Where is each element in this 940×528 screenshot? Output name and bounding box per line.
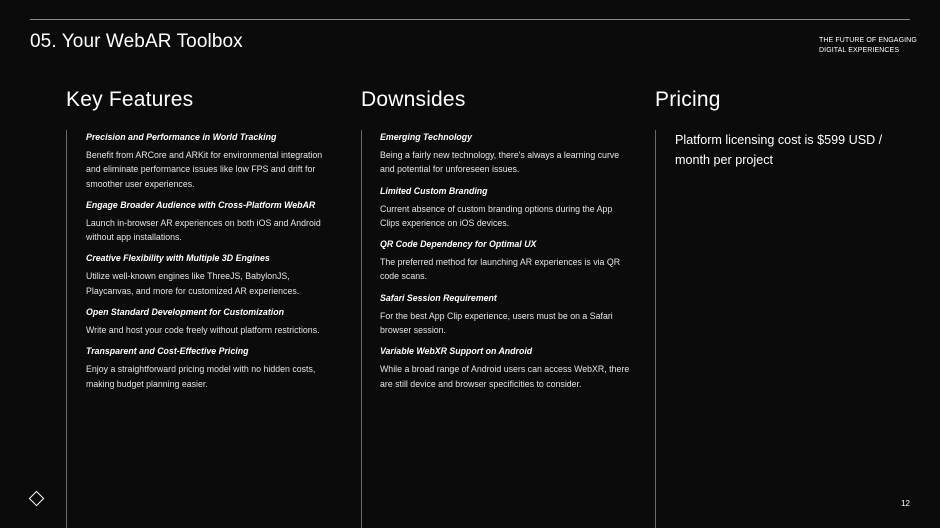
downside-title: Limited Custom Branding <box>380 185 488 196</box>
downside-text: Being a fairly new technology, there's always a learning curve and potential for unforeseen issues. <box>380 150 620 175</box>
feature-item <box>86 306 334 337</box>
downsides-heading: Downsides <box>361 88 466 111</box>
downside-item <box>380 238 630 284</box>
feature-item <box>86 131 334 191</box>
feature-title: Transparent and Cost-Effective Pricing <box>86 346 249 357</box>
feature-text: Benefit from ARCore and ARKit for environmental integration and eliminate performance issues like low FPS and drift for smoother user experiences. <box>86 150 323 189</box>
header-divider <box>30 19 910 20</box>
downside-text: For the best App Clip experience, users must be on a Safari browser session. <box>380 310 613 336</box>
downside-title: Variable WebXR Support on Android <box>380 346 533 357</box>
feature-item <box>86 252 334 298</box>
pricing-divider <box>655 130 656 528</box>
features-list <box>86 131 334 399</box>
slide-subtitle: THE FUTURE OF ENGAGING DIGITAL EXPERIENCES <box>819 37 917 54</box>
feature-text: Enjoy a straightforward pricing model with no hidden costs, making budget planning easier. <box>86 364 316 389</box>
downside-item <box>380 345 630 391</box>
feature-item <box>86 199 334 245</box>
downside-item <box>380 131 630 177</box>
page-number: 12 <box>901 499 910 508</box>
pricing-heading: Pricing <box>655 88 721 111</box>
feature-item <box>86 345 334 391</box>
downside-item <box>380 185 630 231</box>
feature-title: Engage Broader Audience with Cross-Platform WebAR <box>86 199 316 210</box>
feature-text: Launch in-browser AR experiences on both iOS and Android without app installations. <box>86 217 321 243</box>
features-divider <box>66 130 67 528</box>
feature-title: Precision and Performance in World Tracking <box>86 132 277 142</box>
slide-title: 05. Your WebAR Toolbox <box>30 31 243 52</box>
downsides-list <box>380 131 630 399</box>
pricing-text: Platform licensing cost is $599 USD / month per project <box>675 133 883 167</box>
feature-title: Open Standard Development for Customization <box>86 307 284 318</box>
feature-text: Write and host your code freely without platform restrictions. <box>86 325 320 336</box>
downside-text: Current absence of custom branding options during the App Clips experience on iOS devices. <box>380 203 613 228</box>
downside-item <box>380 292 630 338</box>
downside-title: Safari Session Requirement <box>380 292 497 303</box>
feature-text: Utilize well-known engines like ThreeJS, BabylonJS, Playcanvas, and more for customized AR experiences. <box>86 271 300 296</box>
downside-title: Emerging Technology <box>380 132 473 142</box>
features-heading: Key Features <box>66 88 194 111</box>
downside-text: The preferred method for launching AR experiences is via QR code scans. <box>380 257 621 282</box>
diamond-icon <box>29 491 45 507</box>
downside-text: While a broad range of Android users can access WebXR, there are still device and browser specificities to consider. <box>380 364 630 389</box>
downside-title: QR Code Dependency for Optimal UX <box>380 239 537 250</box>
pricing-body <box>675 130 900 170</box>
feature-title: Creative Flexibility with Multiple 3D Engines <box>86 253 270 264</box>
downsides-divider <box>361 130 362 528</box>
